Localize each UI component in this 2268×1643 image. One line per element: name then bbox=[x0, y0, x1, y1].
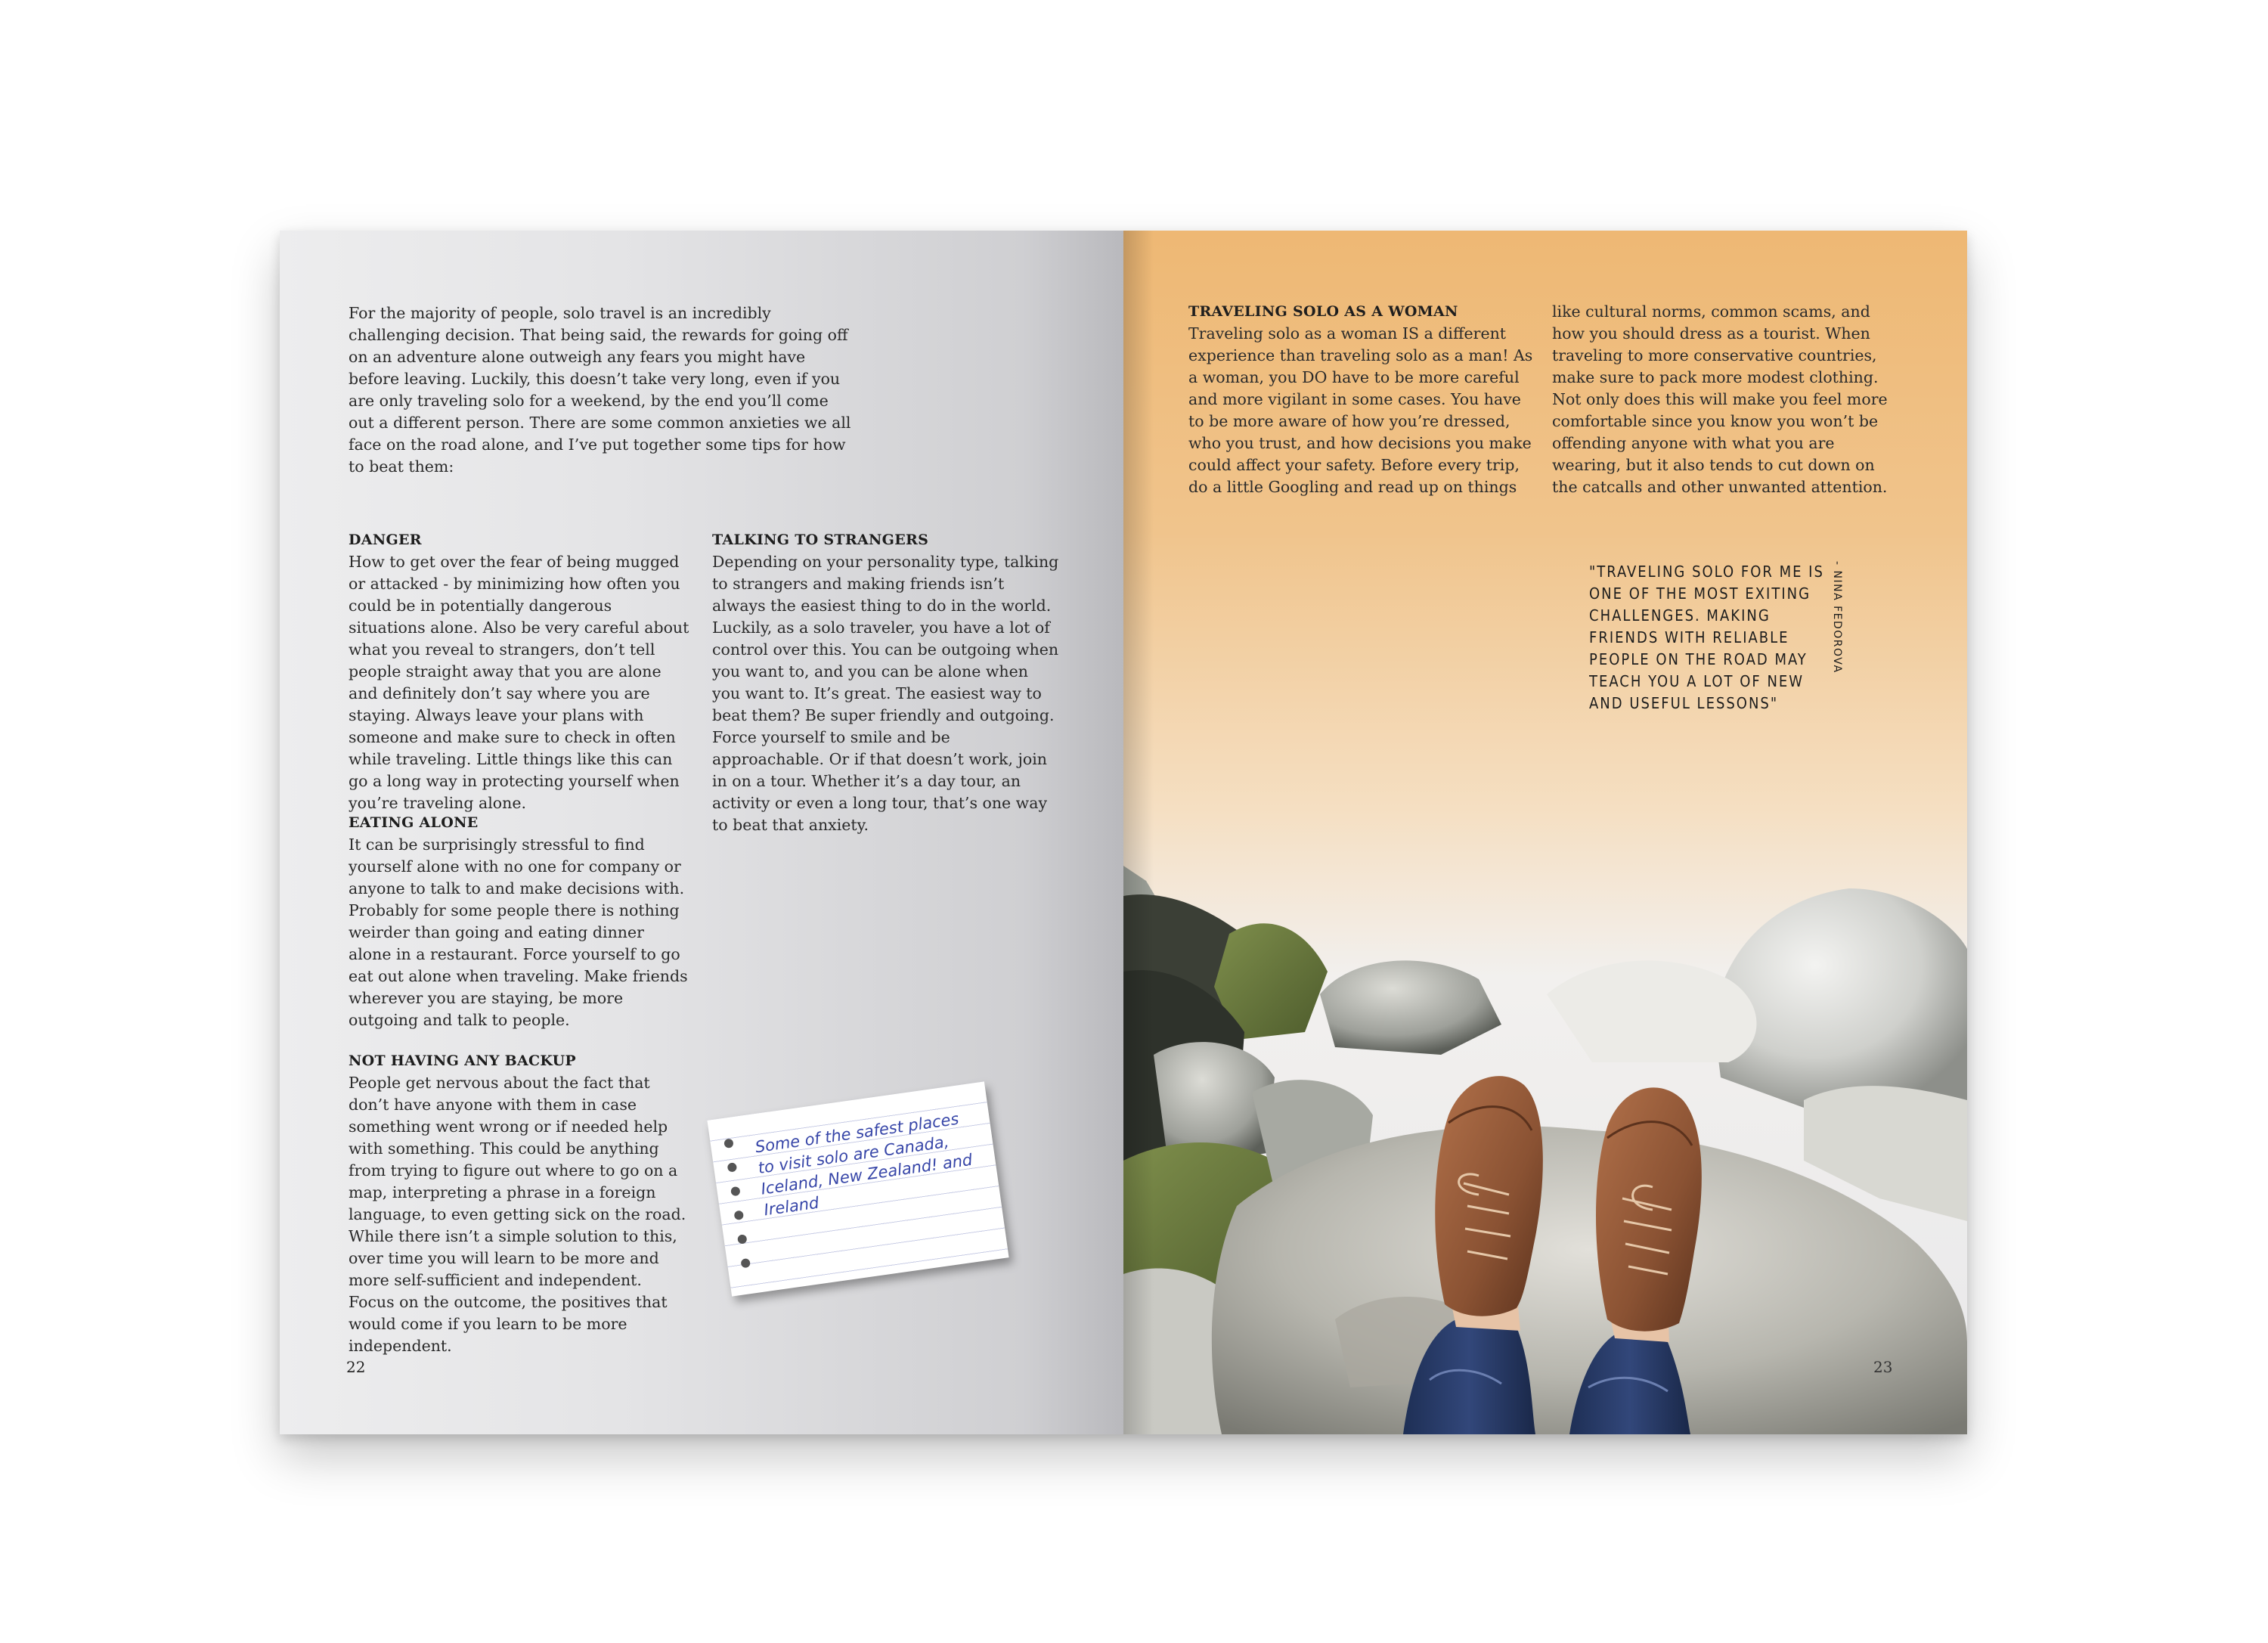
danger-heading: DANGER bbox=[349, 532, 422, 548]
eating-alone-section bbox=[349, 812, 690, 1031]
intro-paragraph: For the majority of people, solo travel is an incredibly challenging decision. That being said, the rewards for going off on an adventure alone outweigh any fears you might have before leaving. Luckily, this doesn’t take very long, even if you are only traveling solo for a weekend, by the end you’ll come out a different person. There are some common anxieties we all face on the road alone, and I’ve put together some tips for how to beat them: bbox=[349, 304, 851, 476]
pull-quote: "TRAVELING SOLO FOR ME IS ONE OF THE MOST EXITING CHALLENGES. MAKING FRIENDS WITH RELIABLE PEOPLE ON THE ROAD MAY TEACH YOU A LOT OF NEW AND USEFUL LESSONS" bbox=[1589, 563, 1824, 712]
woman-section-col2: like cultural norms, common scams, and how you should dress as a tourist. When traveling to more conservative countries, make sure to pack more modest clothing. Not only does this will make you feel more comfortable since you know you won’t be offending anyone with what you are wearing, but it also tends to cut down on the catcalls and other unwanted attention. bbox=[1552, 302, 1888, 496]
backup-heading: NOT HAVING ANY BACKUP bbox=[349, 1052, 577, 1069]
danger-section bbox=[349, 529, 690, 814]
strangers-heading: TALKING TO STRANGERS bbox=[712, 532, 929, 548]
danger-body: How to get over the fear of being mugged or attacked - by minimizing how often you could be in potentially dangerous situations alone. Also be very careful about what you reveal to strangers, don’t tell people straight away that you are alone and definitely don’t say where you are staying. Always leave your plans with someone and make sure to check in often while traveling. Little things like this can go a long way in protecting yourself when you’re traveling alone. bbox=[349, 553, 689, 812]
punch-hole bbox=[740, 1258, 751, 1269]
eating-alone-heading: EATING ALONE bbox=[349, 814, 479, 831]
gutter-shadow bbox=[1123, 231, 1154, 1434]
backup-section bbox=[349, 1050, 690, 1357]
woman-section-col1 bbox=[1188, 301, 1540, 498]
woman-body-1: Traveling solo as a woman IS a different experience than traveling solo as a man! As a woman, you DO have to be more careful and more vigilant in some cases. You have to be more aware of how you’re dressed, who you trust, and how decisions you make could affect your safety. Before every trip, do a little Googling and read up on things bbox=[1188, 324, 1533, 496]
backup-body: People get nervous about the fact that don’t have anyone with them in case something went wrong or if needed help with something. This could be anything from trying to figure out where to go on a map, interpreting a phrase in a foreign language, to even getting sick on the road. While there isn’t a simple solution to this, over time you will learn to be more and more self-sufficient and independent. Focus on the outcome, the positives that would come if you learn to be more independent. bbox=[349, 1074, 686, 1355]
page-number-left: 22 bbox=[346, 1358, 366, 1376]
punch-hole bbox=[737, 1234, 748, 1245]
quote-author: - NINA FEDOROVA bbox=[1831, 561, 1843, 674]
woman-heading: TRAVELING SOLO AS A WOMAN bbox=[1188, 303, 1458, 320]
punch-hole bbox=[730, 1186, 741, 1197]
punch-hole bbox=[727, 1162, 738, 1173]
punch-hole bbox=[723, 1138, 734, 1149]
strangers-body: Depending on your personality type, talking to strangers and making friends isn’t always the easiest thing to do in the world. Luckily, as a solo traveler, you have a lot of control over this. You can be outgoing when you want to, and you can be alone when you want to. It’s great. The easiest way to beat them? Be super friendly and outgoing. Force yourself to smile and be approachable. Or if that doesn’t work, join in on a tour. Whether it’s a day tour, an activity or even a long tour, that’s one way to beat that anxiety. bbox=[712, 553, 1059, 834]
punch-hole bbox=[734, 1211, 745, 1221]
strangers-section bbox=[712, 529, 1060, 836]
note-text: Some of the safest places to visit solo are Canada, Iceland, New Zealand! and Ireland bbox=[754, 1109, 974, 1220]
eating-alone-body: It can be surprisingly stressful to find yourself alone with no one for company or anyone to talk to and make decisions with. Probably for some people there is nothing weirder than going and eating dinner alone in a restaurant. Force yourself to go eat out alone when traveling. Make friends wherever you are staying, be more outgoing and talk to people. bbox=[349, 835, 688, 1029]
page-number-right: 23 bbox=[1873, 1358, 1893, 1376]
